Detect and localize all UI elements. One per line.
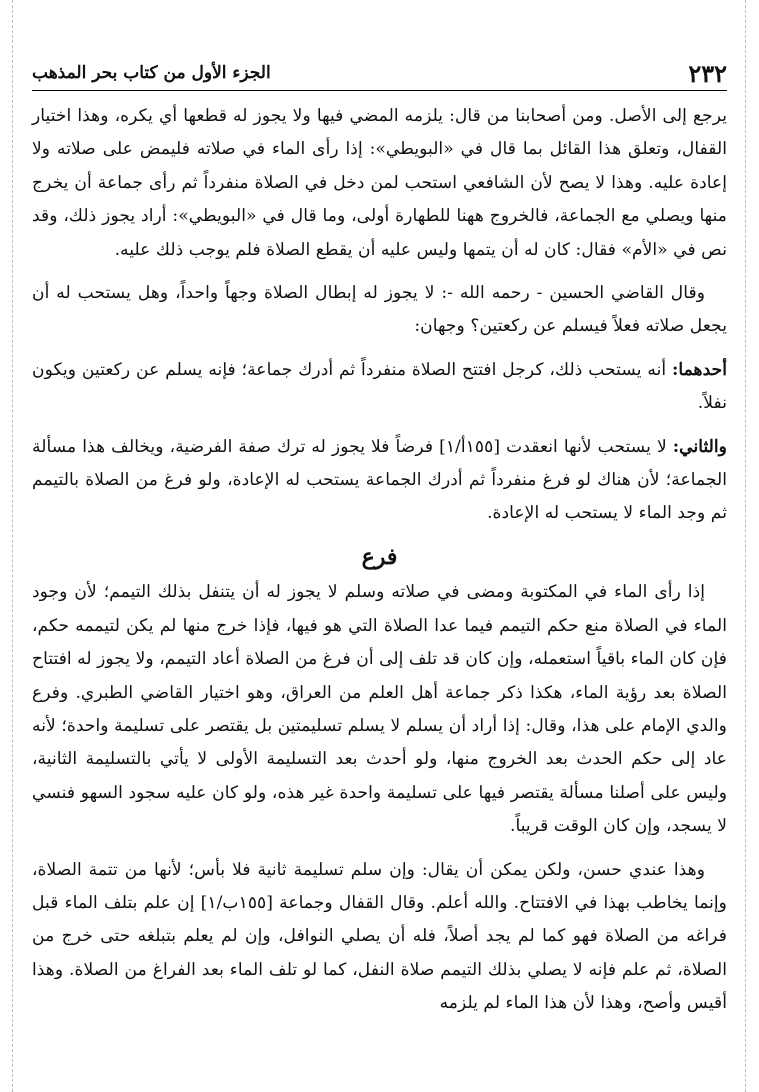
paragraph-1 xyxy=(32,100,727,267)
paragraph-second-view xyxy=(32,431,727,531)
left-margin-line xyxy=(12,0,13,1092)
page-number: ٢٣٢ xyxy=(688,58,727,88)
section-heading: فرع xyxy=(361,543,398,570)
paragraph-text: لا يستحب لأنها انعقدت [١٥٥أ/١] فرضاً فلا يجوز له ترك صفة الفرضية، ويخالف هذا مسألة الجماعة؛ لأن هناك لو فرغ منفرداً ثم أدرك الجماعة يستحب له الإعادة، ولو فرغ من الصلاة بالتيمم ثم وجد الماء لا يستحب له الإعادة. xyxy=(32,436,727,524)
paragraph-text: أنه يستحب ذلك، كرجل افتتح الصلاة منفرداً ثم أدرك جماعة؛ فإنه يسلم عن ركعتين ويكون نفلاً. xyxy=(32,359,727,414)
running-title: الجزء الأول من كتاب بحر المذهب xyxy=(32,63,271,83)
paragraph-text: وقال القاضي الحسين - رحمه الله -: لا يجوز له إبطال الصلاة وجهاً واحداً، وهل يستحب له أن يجعل صلاته فعلاً فيسلم عن ركعتين؟ وجهان: xyxy=(32,283,727,337)
lead-term: أحدهما: xyxy=(671,359,727,380)
page-body xyxy=(32,100,727,1031)
lead-term: والثاني: xyxy=(672,436,727,457)
paragraph-text: إذا رأى الماء في المكتوبة ومضى في صلاته وسلم لا يجوز له أن يتنفل بذلك التيمم؛ لأن وجود الماء في الصلاة منع حكم التيمم فيما عدا الصلاة التي هو فيها، فإذا خرج منها لم يكن لتيممه حكم، فإن كان الماء باقياً استعمله، وإن كان قد تلف إلى أن فرغ من الصلاة أعاد التيمم، ولا يجوز له افتتاح الصلاة بعد رؤية الماء، هكذا ذكر جماعة أهل العلم من العراق، وهو اختيار القاضي الطبري. وفرع والدي الإمام على هذا، وقال: إذا أراد أن يسلم لا يسلم تسليمتين بل يقتصر على تسليمة واحدة؛ لأنه عاد إلى حكم الحدث بعد الخروج منها، ولو أحدث بعد التسليمة الأولى لا يأتي بالتسليمة الثانية، وليس على أصلنا مسألة يقتصر فيها على تسليمة واحدة غير هذه، ولو كان عليه سجود السهو فنسي لا يسجد، وإن كان الوقت قريباً. xyxy=(32,582,727,837)
header-rule xyxy=(32,90,727,91)
paragraph-2 xyxy=(32,277,727,344)
paragraph-first-view xyxy=(32,354,727,421)
paragraph-last xyxy=(32,854,727,1021)
right-margin-line xyxy=(745,0,746,1092)
paragraph-text: وهذا عندي حسن، ولكن يمكن أن يقال: وإن سلم تسليمة ثانية فلا بأس؛ لأنها من تتمة الصلاة، وإنما يخاطب بهذا في الافتتاح. والله أعلم. وقال القفال وجماعة [١٥٥ب/١] إن علم بتلف الماء قبل فراغه من الصلاة فهو كما لم يجد أصلاً، فله أن يصلي النوافل، وإن لم يعلم بتبلغه حتى خرج من الصلاة، ثم علم فإنه لا يصلي بذلك التيمم صلاة النفل، كما لو تلف الماء بعد الفراغ من الصلاة. وهذا أقيس وأصح، وهذا لأن هذا الماء لم يلزمه xyxy=(32,859,727,1014)
paragraph-branch xyxy=(32,576,727,843)
page-header xyxy=(32,58,727,88)
paragraph-text: يرجع إلى الأصل. ومن أصحابنا من قال: يلزمه المضي فيها ولا يجوز له قطعها أي يكره، وهذا اختيار القفال، وتعلق هذا القائل بما قال في «البويطي»: إذا رأى الماء في صلاته فليمض على صلاته ولا إعادة عليه. وهذا لا يصح لأن الشافعي استحب لمن دخل في الصلاة منفرداً ثم رأى جماعة أن يخرج منها ويصلي مع الجماعة، فالخروج ههنا للطهارة أولى، وما قال في «البويطي»: أراد يجوز ذلك، وقد نص في «الأم» فقال: كان له أن يتمها وليس عليه أن يقطع الصلاة فلم يوجب ذلك عليه. xyxy=(32,106,727,260)
